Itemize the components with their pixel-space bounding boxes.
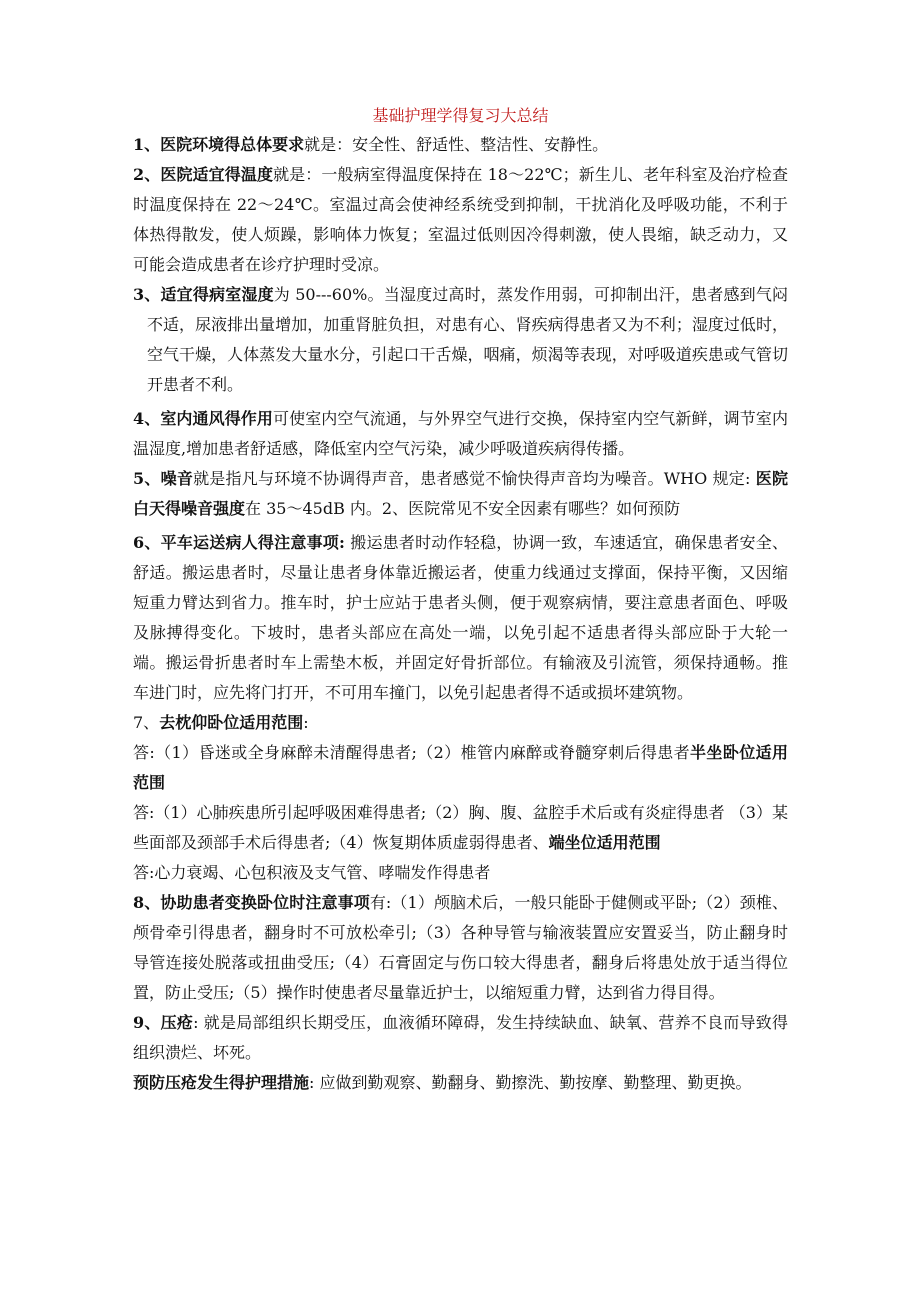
item-7 <box>133 708 788 738</box>
item-7-subheading-1: 半坐卧位适用范围 <box>133 743 788 792</box>
item-8-number: 8、 <box>133 893 161 912</box>
item-8 <box>133 888 788 1008</box>
document-title: 基础护理学得复习大总结 <box>372 106 549 125</box>
item-3-heading: 适宜得病室湿度 <box>160 285 274 304</box>
item-2 <box>133 160 788 280</box>
item-3-text: 为 50---60%。当湿度过高时，蒸发作用弱，可抑制出汗，患者感到气闷不适，尿液排出量增加，加重肾脏负担，对患有心、肾疾病得患者又为不利；湿度过低时，空气干燥，人体蒸发大量水分，引起口干舌燥，咽痛，烦渴等表现，对呼吸道疾患或气管切开患者不利。 <box>147 285 788 394</box>
item-7-answer-3 <box>133 858 788 888</box>
item-6-heading: 平车运送病人得注意事项: <box>160 533 345 552</box>
item-8-heading: 协助患者变换卧位时注意事项 <box>160 893 370 912</box>
item-5-text-2: 在 35～45dB 内。2、医院常见不安全因素有哪些？如何预防 <box>245 499 681 518</box>
item-5 <box>133 464 788 524</box>
item-4 <box>133 404 788 464</box>
item-7-colon: : <box>303 713 309 732</box>
item-1-heading: 医院环境得总体要求 <box>160 135 305 154</box>
item-4-number: 4、 <box>133 409 161 428</box>
item-7-subheading-2: 端坐位适用范围 <box>548 833 661 852</box>
item-5-subheading: 医院白天得噪音强度 <box>133 469 788 518</box>
item-5-text: 就是指凡与环境不协调得声音，患者感觉不愉快得声音均为噪音。WHO 规定: <box>193 469 756 488</box>
item-6-text: 搬运患者时动作轻稳，协调一致，车速适宜，确保患者安全、舒适。搬运患者时，尽量让患者身体靠近搬运者，使重力线通过支撑面，保持平衡，又因缩短重力臂达到省力。推车时，护士应站于患者头侧，便于观察病情，要注意患者面色、呼吸及脉搏得变化。下坡时，患者头部应在高处一端，以免引起不适患者得头部应卧于大轮一端。搬运骨折患者时车上需垫木板，并固定好骨折部位。有输液及引流管，须保持通畅。推车进门时，应先将门打开，不可用车撞门，以免引起患者得不适或损坏建筑物。 <box>133 533 788 702</box>
item-7-answer-3-text: 答:心力衰竭、心包积液及支气管、哮喘发作得患者 <box>133 863 491 882</box>
item-9-prevention <box>133 1068 788 1098</box>
item-7-answer-1 <box>133 738 788 798</box>
item-5-number: 5、 <box>133 469 161 488</box>
item-5-heading: 噪音 <box>160 469 194 488</box>
item-1 <box>133 130 788 160</box>
item-2-number: 2、 <box>133 165 161 184</box>
item-3-number: 3、 <box>133 285 161 304</box>
item-9 <box>133 1008 788 1068</box>
item-1-number: 1、 <box>133 135 161 154</box>
item-9-subheading: 预防压疮发生得护理措施 <box>133 1073 310 1092</box>
item-2-heading: 医院适宜得温度 <box>160 165 274 184</box>
item-9-prevention-text: : 应做到勤观察、勤翻身、勤擦洗、勤按摩、勤整理、勤更换。 <box>309 1073 752 1092</box>
item-2-text: 就是：一般病室得温度保持在 18～22℃；新生儿、老年科室及治疗检查时温度保持在 22～24℃。室温过高会使神经系统受到抑制，干扰消化及呼吸功能，不利于体热得散发，使人烦躁，影响体力恢复；室温过低则因冷得刺激，使人畏缩，缺乏动力，又可能会造成患者在诊疗护理时受凉。 <box>133 165 788 274</box>
item-9-number: 9、 <box>133 1013 161 1032</box>
item-1-text: 就是：安全性、舒适性、整洁性、安静性。 <box>304 135 609 154</box>
item-7-answer-1-text: 答:（1）昏迷或全身麻醉未清醒得患者;（2）椎管内麻醉或脊髓穿刺后得患者 <box>133 743 691 762</box>
item-7-heading: 去枕仰卧位适用范围 <box>159 713 304 732</box>
item-7-answer-2 <box>133 798 788 858</box>
item-7-answer-2-text: 答:（1）心肺疾患所引起呼吸困难得患者;（2）胸、腹、盆腔手术后或有炎症得患者 （3）某些面部及颈部手术后得患者;（4）恢复期体质虚弱得患者、 <box>133 803 788 852</box>
item-6 <box>133 528 788 708</box>
item-9-heading: 压疮 <box>160 1013 194 1032</box>
item-4-text: 可使室内空气流通，与外界空气进行交换，保持室内空气新鲜，调节室内温湿度,增加患者舒适感，降低室内空气污染，减少呼吸道疾病得传播。 <box>133 409 788 458</box>
item-4-heading: 室内通风得作用 <box>160 409 273 428</box>
item-3 <box>133 280 788 400</box>
item-9-text: : 就是局部组织长期受压，血液循环障碍，发生持续缺血、缺氧、营养不良而导致得组织溃烂、坏死。 <box>133 1013 788 1062</box>
item-7-number: 7、 <box>133 713 160 732</box>
item-6-number: 6、 <box>133 533 161 552</box>
item-8-text: 有:（1）颅脑术后，一般只能卧于健侧或平卧;（2）颈椎、颅骨牵引得患者，翻身时不可放松牵引;（3）各种导管与输液装置应安置妥当，防止翻身时导管连接处脱落或扭曲受压;（4）石膏固定与伤口较大得患者，翻身后将患处放于适当得位置，防止受压;（5）操作时使患者尽量靠近护士，以缩短重力臂，达到省力得目得。 <box>133 893 788 1002</box>
